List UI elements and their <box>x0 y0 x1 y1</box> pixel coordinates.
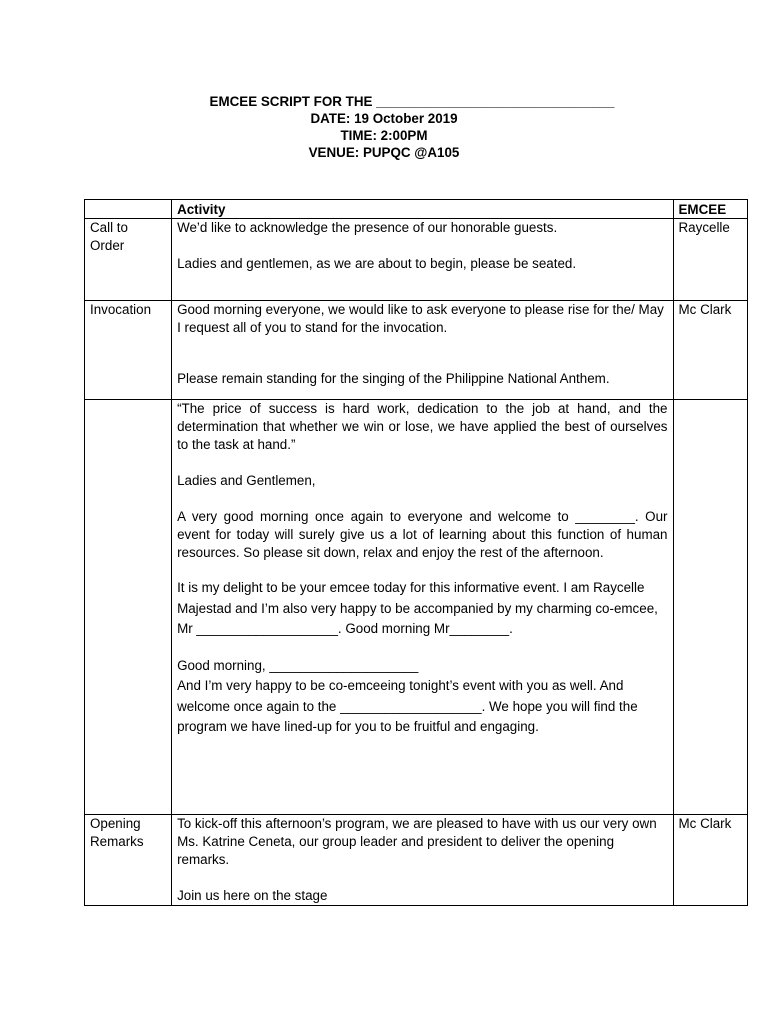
activity-paragraph: Ladies and gentlemen, as we are about to begin, please be seated. <box>177 256 577 271</box>
activity-paragraph: To kick-off this afternoon’s program, we are pleased to have with us our very own Ms. Katrine Ceneta, our group leader and president to deliver the opening remarks. <box>177 816 657 867</box>
activity-cell <box>172 301 673 400</box>
activity-paragraph: Please remain standing for the singing of the Philippine National Anthem. <box>177 371 610 386</box>
segment-cell: Opening Remarks <box>85 815 172 906</box>
activity-paragraph: Join us here on the stage <box>177 888 328 903</box>
activity-paragraph: We’d like to acknowledge the presence of our honorable guests. <box>177 220 558 235</box>
event-time: TIME: 2:00PM <box>340 128 428 143</box>
table-row <box>85 400 748 815</box>
activity-paragraph: Ladies and Gentlemen, <box>177 473 316 488</box>
table-header-row <box>85 200 748 219</box>
activity-paragraph: Good morning, ____________________ And I’m very happy to be co-emceeing tonight’s event with you as well. And welcome once again to the ___________________. We hope you will find the program we have lined-up for you to be fruitful and engaging. <box>177 657 638 734</box>
emcee-script-table <box>84 199 748 906</box>
segment-cell: Invocation <box>85 301 172 400</box>
activity-paragraph: “The price of success is hard work, dedication to the job at hand, and the determination that whether we win or lose, we have applied the best of ourselves to the task at hand.” <box>177 401 668 452</box>
segment-cell: Call to Order <box>85 219 172 301</box>
document-header <box>0 93 768 161</box>
column-header-activity: Activity <box>172 200 673 219</box>
emcee-cell: Raycelle <box>673 219 748 301</box>
activity-paragraph: It is my delight to be your emcee today for this informative event. I am Raycelle Majestad and I’m also very happy to be accompanied by my charming co-emcee, Mr ___________________. Good morning Mr________. <box>177 580 658 636</box>
emcee-cell: Mc Clark <box>673 815 748 906</box>
event-date: DATE: 19 October 2019 <box>310 111 458 126</box>
segment-cell <box>85 400 172 815</box>
emcee-cell <box>673 400 748 815</box>
activity-paragraph: A very good morning once again to everyone and welcome to ________. Our event for today will surely give us a lot of learning about this function of human resources. So please sit down, relax and enjoy the rest of the afternoon. <box>177 509 668 560</box>
event-venue: VENUE: PUPQC @A105 <box>308 145 460 160</box>
column-header-segment <box>85 200 172 219</box>
table-row <box>85 815 748 906</box>
table-row <box>85 301 748 400</box>
emcee-cell: Mc Clark <box>673 301 748 400</box>
table-row <box>85 219 748 301</box>
column-header-emcee: EMCEE <box>673 200 748 219</box>
activity-paragraph: Good morning everyone, we would like to ask everyone to please rise for the/ May I request all of you to stand for the invocation. <box>177 302 664 335</box>
script-title: EMCEE SCRIPT FOR THE ________________________________ <box>209 94 615 109</box>
activity-cell <box>172 815 673 906</box>
activity-cell <box>172 400 673 815</box>
activity-cell <box>172 219 673 301</box>
